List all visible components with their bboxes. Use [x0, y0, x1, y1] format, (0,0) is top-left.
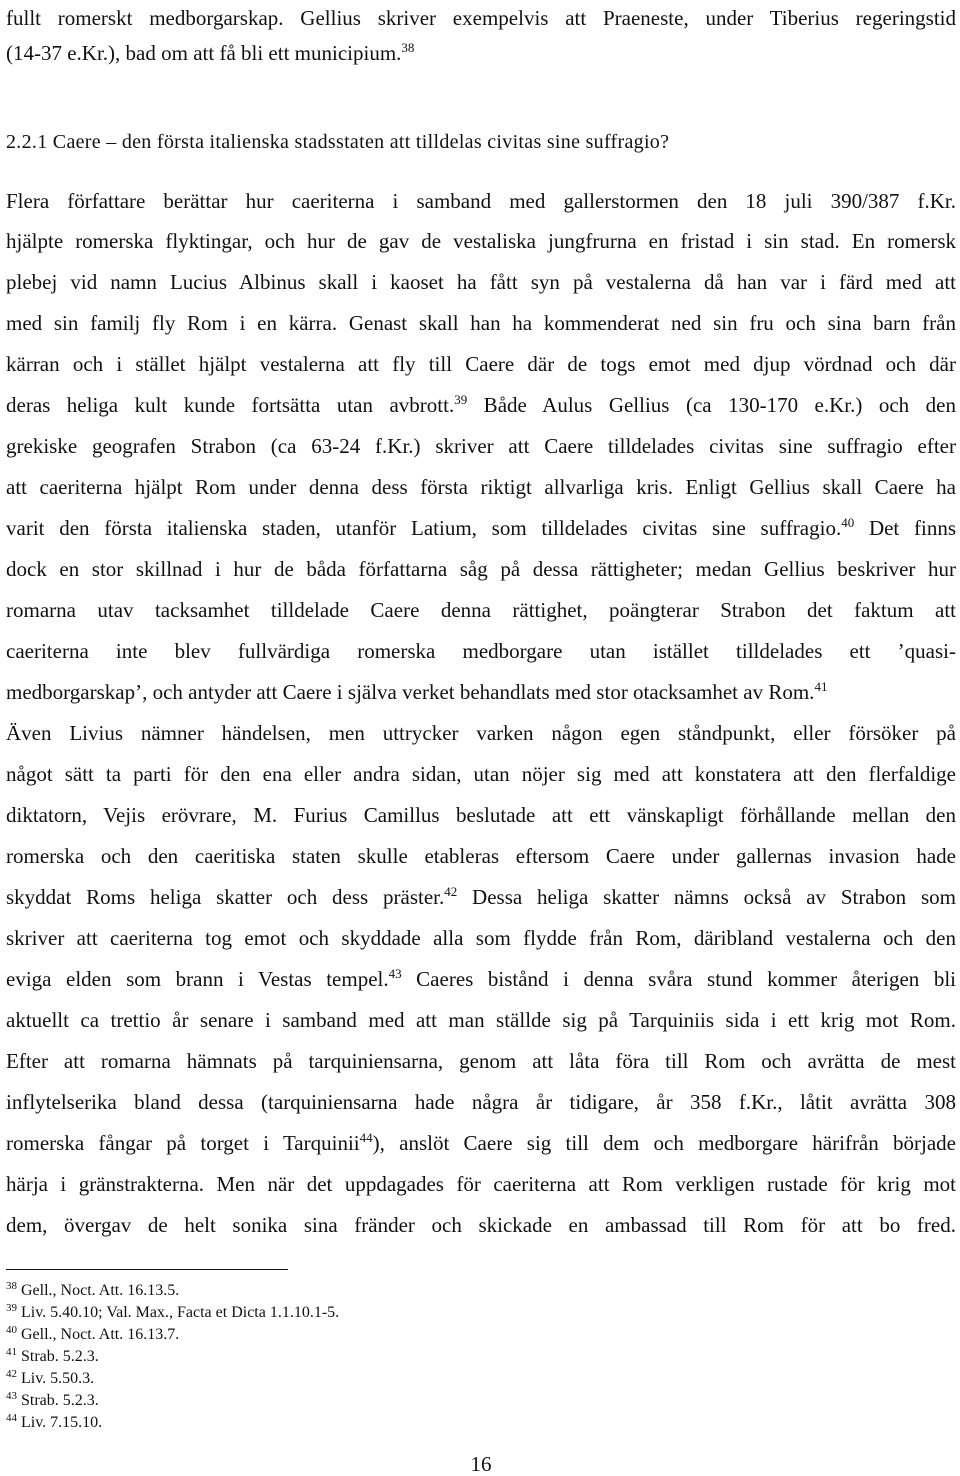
footnote-ref: 42 [444, 884, 458, 899]
text-line: skriver att caeriterna tog emot och skyddade alla som flydde från Rom, däribland vestalerna och den [6, 926, 956, 950]
footnote: $^{42}$ Liv. 5.50.3. [6, 1367, 95, 1387]
text-line: plebej vid namn Lucius Albinus skall i kaoset ha fått syn på vestalerna då han var i färd med att [6, 270, 956, 294]
text-line: Även Livius nämner händelsen, men uttrycker varken någon egen ståndpunkt, eller försöker på [6, 721, 956, 745]
page-number: 16 [470, 1452, 492, 1476]
footnote: $^{40}$ Gell., Noct. Att. 16.13.7. [6, 1323, 180, 1343]
text-line: Flera författare berättar hur caeriterna i samband med gallerstormen den 18 juli 390/387 f.Kr. [6, 189, 956, 213]
text-line: hjälpte romerska flyktingar, och hur de gav de vestaliska jungfrurna en fristad i sin stad. En romersk [6, 229, 956, 253]
footnote-ref: 41 [814, 679, 828, 694]
text-line: medborgarskap’, och antyder att Caere i själva verket behandlats med stor otacksamhet av Rom.$^{41}$ [6, 679, 828, 704]
section-heading: 2.2.1 Caere – den första italienska stadsstaten att tilldelas civitas sine suffragio? [6, 131, 670, 153]
footnote: $^{39}$ Liv. 5.40.10; Val. Max., Facta et Dicta 1.1.10.1-5. [6, 1301, 340, 1321]
text-line: härja i gränstrakterna. Men när det uppdagades för caeriterna att Rom verkligen rustade för krig mot [6, 1172, 956, 1196]
footnote: $^{41}$ Strab. 5.2.3. [6, 1345, 99, 1365]
footnote-ref: 38 [401, 40, 415, 55]
footnote: $^{38}$ Gell., Noct. Att. 16.13.5. [6, 1279, 180, 1299]
footnote: $^{43}$ Strab. 5.2.3. [6, 1389, 99, 1409]
footnote-ref: 39 [454, 392, 468, 407]
text-line: Efter att romarna hämnats på tarquiniensarna, genom att låta föra till Rom och avrätta de mest [6, 1049, 956, 1073]
footnote-ref: 43 [388, 966, 402, 981]
footnote: $^{44}$ Liv. 7.15.10. [6, 1411, 103, 1431]
text-line: eviga elden som brann i Vestas tempel.$^{43}$ Caeres bistånd i denna svåra stund kommer återigen bli [6, 966, 956, 991]
text-line: deras heliga kult kunde fortsätta utan avbrott.$^{39}$ Både Aulus Gellius (ca 130-170 e.Kr.) och den [6, 392, 956, 417]
text-line: inflytelserika bland dessa (tarquiniensarna hade några år tidigare, år 358 f.Kr., låtit avrätta 308 [6, 1090, 956, 1114]
text-line: dock en stor skillnad i hur de båda författarna såg på dessa rättigheter; medan Gellius beskriver hur [6, 557, 956, 581]
footnote-ref: 40 [841, 515, 855, 530]
text-line: grekiske geografen Strabon (ca 63-24 f.Kr.) skriver att Caere tilldelades civitas sine suffragio efter [6, 434, 956, 458]
text-line: fullt romerskt medborgarskap. Gellius skriver exempelvis att Praeneste, under Tiberius regeringstid [6, 6, 956, 30]
text-line: caeriterna inte blev fullvärdiga romerska medborgare utan istället tilldelades ett ’quasi- [6, 639, 956, 663]
footnote-ref: 44 [359, 1130, 373, 1145]
text-line: med sin familj fly Rom i en kärra. Genast skall han ha kommenderat ned sin fru och sina barn från [6, 311, 956, 335]
text-line: något sätt ta parti för den ena eller andra sidan, utan nöjer sig med att konstatera att den flerfaldige [6, 762, 956, 786]
text-line: dem, övergav de helt sonika sina fränder och skickade en ambassad till Rom för att bo fred. [6, 1213, 956, 1237]
text-line: romerska och den caeritiska staten skulle etableras eftersom Caere under gallernas invasion hade [6, 844, 956, 868]
text-line: varit den första italienska staden, utanför Latium, som tilldelades civitas sine suffragio.$^{40}$ Det finns [6, 515, 957, 540]
footnote-separator [6, 1269, 288, 1270]
text-line: kärran och i stället hjälpt vestalerna att fly till Caere där de togs emot med djup vördnad och där [6, 352, 956, 376]
text-line: aktuellt ca trettio år senare i samband med att man ställde sig på Tarquiniis sida i ett krig mot Rom. [6, 1008, 956, 1032]
text-line: (14-37 e.Kr.), bad om att få bli ett municipium.$^{38}$ [6, 40, 415, 65]
text-line: romarna utav tacksamhet tilldelade Caere denna rättighet, poängterar Strabon det faktum att [6, 598, 956, 622]
text-line: diktatorn, Vejis erövrare, M. Furius Camillus beslutade att ett vänskapligt förhållande mellan den [6, 803, 956, 827]
text-line: att caeriterna hjälpt Rom under denna dess första riktigt allvarliga kris. Enligt Gellius skall Caere ha [6, 475, 956, 499]
text-line: skyddat Roms heliga skatter och dess präster.$^{42}$ Dessa heliga skatter nämns också av Strabon som [6, 884, 956, 909]
text-line: romerska fångar på torget i Tarquinii$^{44}$), anslöt Caere sig till dem och medborgare härifrån började [6, 1130, 956, 1155]
